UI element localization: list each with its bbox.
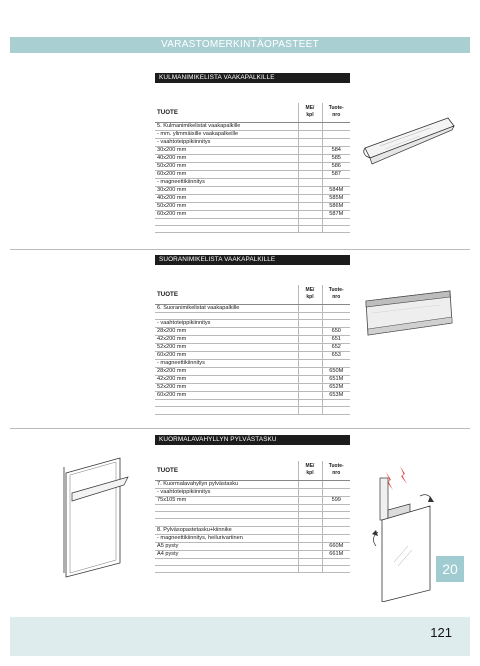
table-row	[155, 170, 350, 178]
row-product-name: 42x200 mm	[155, 375, 298, 383]
table-row	[155, 526, 350, 534]
row-unit	[298, 335, 322, 343]
table-row	[155, 210, 350, 218]
table-row	[155, 138, 350, 146]
table-row	[155, 542, 350, 550]
row-product-number	[322, 225, 350, 232]
row-product-name: A5 pysty	[155, 542, 298, 550]
row-product-number: 653	[322, 351, 350, 359]
col-header-product: TUOTE	[155, 461, 298, 480]
col-header-unit: ME/ kpl	[298, 285, 322, 304]
row-product-number	[322, 130, 350, 138]
row-unit	[298, 550, 322, 558]
row-unit	[298, 504, 322, 511]
red-arrow-icon	[400, 466, 407, 484]
row-unit	[298, 351, 322, 359]
row-product-number	[322, 359, 350, 367]
table-row	[155, 480, 350, 488]
col-header-product-number: Tuote- nro	[322, 285, 350, 304]
row-unit	[298, 343, 322, 351]
row-product-number: 651	[322, 335, 350, 343]
row-product-name: - mm. ylimmäisille vaakapalkeille	[155, 130, 298, 138]
row-unit	[298, 194, 322, 202]
row-product-number: 653M	[322, 391, 350, 399]
row-product-name: 7. Kuormalavahyllyn pylvästasku	[155, 480, 298, 488]
table-row	[155, 122, 350, 130]
row-product-number: 584	[322, 146, 350, 154]
row-product-number	[322, 558, 350, 565]
corner-label-strip-image	[360, 108, 460, 170]
row-unit	[298, 304, 322, 312]
section-title-corner-label-strip: KULMANIMIKELISTA VAAKAPALKILLE	[155, 73, 350, 83]
row-unit	[298, 130, 322, 138]
row-product-number: 651M	[322, 375, 350, 383]
row-unit	[298, 542, 322, 550]
row-product-number: 586M	[322, 202, 350, 210]
row-unit	[298, 218, 322, 225]
row-unit	[298, 178, 322, 186]
table-row	[155, 162, 350, 170]
row-product-name: - magneettikiinnitys	[155, 359, 298, 367]
row-product-name: 40x200 mm	[155, 194, 298, 202]
row-product-name: - magneettikiinnitys	[155, 178, 298, 186]
row-product-name: 42x200 mm	[155, 335, 298, 343]
table-row	[155, 558, 350, 565]
row-product-number: 652	[322, 343, 350, 351]
row-product-name: 28x200 mm	[155, 327, 298, 335]
row-unit	[298, 399, 322, 406]
row-product-name	[155, 519, 298, 526]
row-product-number	[322, 519, 350, 526]
col-header-product-number: Tuote- nro	[322, 461, 350, 480]
table-row	[155, 327, 350, 335]
row-product-number	[322, 407, 350, 414]
row-product-name: - magneettikiinnitys, heiluriv​artinen	[155, 534, 298, 542]
table-row	[155, 343, 350, 351]
col-header-unit: ME/ kpl	[298, 103, 322, 122]
table-row	[155, 335, 350, 343]
row-product-name: - vaahtoteippikiinnitys	[155, 319, 298, 327]
table-row	[155, 304, 350, 312]
column-pocket-image	[58, 455, 138, 580]
table-row	[155, 391, 350, 399]
page-title: VARASTOMERKINTÄOPASTEET	[10, 37, 470, 53]
row-product-number: 652M	[322, 383, 350, 391]
product-table-column-pocket	[155, 461, 350, 573]
table-row	[155, 367, 350, 375]
row-unit	[298, 146, 322, 154]
row-unit	[298, 210, 322, 218]
table-row	[155, 178, 350, 186]
row-product-name: 30x200 mm	[155, 146, 298, 154]
row-product-number	[322, 218, 350, 225]
row-product-name	[155, 312, 298, 319]
row-product-name: 28x200 mm	[155, 367, 298, 375]
row-product-name: 6. Suoranimikelistat vaakapalkille	[155, 304, 298, 312]
table-row	[155, 154, 350, 162]
row-unit	[298, 319, 322, 327]
row-product-number	[322, 511, 350, 518]
table-row	[155, 359, 350, 367]
row-product-name	[155, 407, 298, 414]
section-title-column-pocket: KUORMALAVAHYLLYN PYLVÄSTASKU	[155, 435, 350, 445]
row-unit	[298, 496, 322, 504]
row-unit	[298, 375, 322, 383]
row-product-number	[322, 534, 350, 542]
table-row	[155, 312, 350, 319]
product-table-corner-label-strip	[155, 103, 350, 233]
table-row	[155, 399, 350, 406]
row-product-name	[155, 558, 298, 565]
row-unit	[298, 526, 322, 534]
row-unit	[298, 359, 322, 367]
row-unit	[298, 154, 322, 162]
row-product-name: 50x200 mm	[155, 202, 298, 210]
row-product-name: 8. Pylväsopastetasku+kiinnike	[155, 526, 298, 534]
row-unit	[298, 391, 322, 399]
row-product-number: 587M	[322, 210, 350, 218]
row-unit	[298, 558, 322, 565]
row-product-name: A4 pysty	[155, 550, 298, 558]
row-product-name: - vaahtoteippikiinnitys	[155, 138, 298, 146]
row-product-number	[322, 488, 350, 496]
column-sign-pocket-image	[364, 462, 442, 602]
table-row	[155, 194, 350, 202]
row-unit	[298, 519, 322, 526]
row-product-number	[322, 399, 350, 406]
row-unit	[298, 383, 322, 391]
chapter-tab: 20	[436, 556, 464, 582]
section-title-straight-label-strip: SUORANIMIKELISTA VAAKAPALKILLE	[155, 255, 350, 265]
row-product-name: 30x200 mm	[155, 186, 298, 194]
table-row	[155, 351, 350, 359]
table-row	[155, 504, 350, 511]
row-unit	[298, 186, 322, 194]
row-product-number: 585	[322, 154, 350, 162]
row-product-number: 586	[322, 162, 350, 170]
row-product-number	[322, 138, 350, 146]
row-product-number	[322, 480, 350, 488]
table-row	[155, 519, 350, 526]
row-unit	[298, 480, 322, 488]
row-product-name: 40x200 mm	[155, 154, 298, 162]
row-product-name	[155, 504, 298, 511]
row-product-number: 650	[322, 327, 350, 335]
row-product-name: 60x200 mm	[155, 210, 298, 218]
row-product-number	[322, 312, 350, 319]
row-product-number	[322, 504, 350, 511]
product-table-straight-label-strip	[155, 285, 350, 415]
row-product-name: - vaahtoteippikiinnitys	[155, 488, 298, 496]
table-row	[155, 566, 350, 573]
section-divider	[10, 428, 470, 429]
table-row	[155, 375, 350, 383]
row-product-name	[155, 566, 298, 573]
row-product-number: 587	[322, 170, 350, 178]
col-header-product: TUOTE	[155, 285, 298, 304]
row-unit	[298, 488, 322, 496]
row-product-number: 660M	[322, 542, 350, 550]
row-product-name: 50x200 mm	[155, 162, 298, 170]
row-product-name: 60x200 mm	[155, 170, 298, 178]
table-row	[155, 130, 350, 138]
table-row	[155, 550, 350, 558]
table-row	[155, 488, 350, 496]
table-row	[155, 146, 350, 154]
row-product-name: 75x105 mm	[155, 496, 298, 504]
row-unit	[298, 407, 322, 414]
row-unit	[298, 511, 322, 518]
table-row	[155, 407, 350, 414]
row-product-number	[322, 122, 350, 130]
row-product-name	[155, 225, 298, 232]
page-number: 121	[430, 625, 452, 640]
table-row	[155, 319, 350, 327]
row-product-name	[155, 511, 298, 518]
row-product-name: 5. Kulmanimikelistat vaakapalkille	[155, 122, 298, 130]
table-row	[155, 383, 350, 391]
col-header-unit: ME/ kpl	[298, 461, 322, 480]
row-unit	[298, 327, 322, 335]
section-divider	[10, 249, 470, 250]
row-unit	[298, 162, 322, 170]
table-row	[155, 496, 350, 504]
table-row	[155, 511, 350, 518]
col-header-product-number: Tuote- nro	[322, 103, 350, 122]
table-row	[155, 218, 350, 225]
row-product-number	[322, 526, 350, 534]
row-product-name: 60x200 mm	[155, 391, 298, 399]
table-row	[155, 534, 350, 542]
row-unit	[298, 225, 322, 232]
row-unit	[298, 138, 322, 146]
row-unit	[298, 170, 322, 178]
col-header-product: TUOTE	[155, 103, 298, 122]
row-product-number: 650M	[322, 367, 350, 375]
row-unit	[298, 312, 322, 319]
table-row	[155, 186, 350, 194]
row-product-number	[322, 304, 350, 312]
row-unit	[298, 122, 322, 130]
row-product-number	[322, 178, 350, 186]
page-footer	[10, 617, 470, 656]
straight-label-strip-image	[360, 283, 460, 345]
row-product-name: 60x200 mm	[155, 351, 298, 359]
table-row	[155, 225, 350, 232]
row-product-number: 661M	[322, 550, 350, 558]
row-product-number: 584M	[322, 186, 350, 194]
row-product-number: 585M	[322, 194, 350, 202]
row-unit	[298, 202, 322, 210]
row-product-number: 599	[322, 496, 350, 504]
row-product-name	[155, 399, 298, 406]
row-unit	[298, 534, 322, 542]
row-product-name: 52x200 mm	[155, 383, 298, 391]
row-unit	[298, 367, 322, 375]
table-row	[155, 202, 350, 210]
row-product-number	[322, 566, 350, 573]
row-unit	[298, 566, 322, 573]
row-product-number	[322, 319, 350, 327]
row-product-name: 52x200 mm	[155, 343, 298, 351]
row-product-name	[155, 218, 298, 225]
